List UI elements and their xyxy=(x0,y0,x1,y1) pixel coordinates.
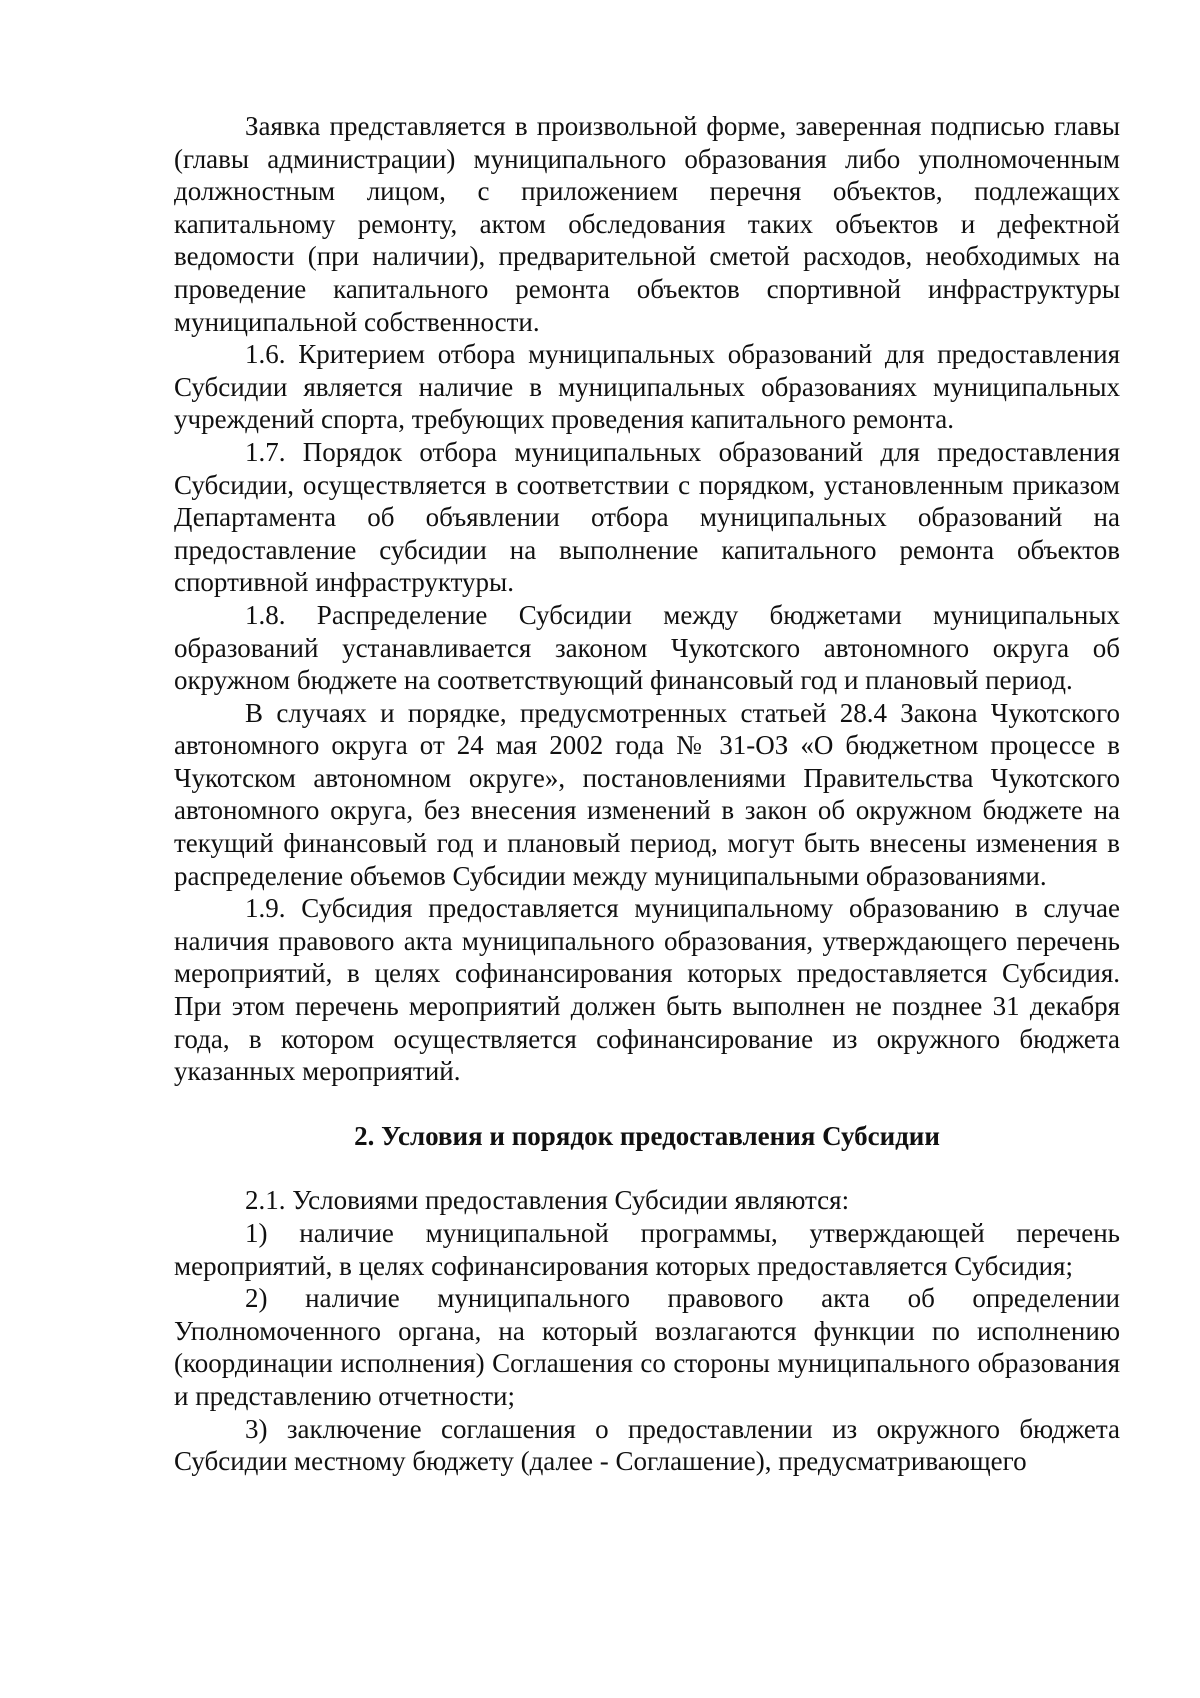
paragraph-2-1: 2.1. Условиями предоставления Субсидии являются: xyxy=(245,1185,850,1216)
list-item-3: 3) заключение соглашения о предоставлении из окружного бюджета Субсидии местному бюджету (далее - Соглашение), предусматривающего xyxy=(174,1413,1120,1477)
paragraph-distribution-changes: В случаях и порядке, предусмотренных статьей 28.4 Закона Чукотского автономного округа от 24 мая 2002 года № 31-ОЗ «О бюджетном процессе в Чукотском автономном округе», постановлениями Правительства Чукотского автономного округа, без внесения изменений в закон об окружном бюджете на текущий финансовый год и плановый период, могут быть внесены изменения в распределение объемов Субсидии между муниципальными образованиями. xyxy=(174,697,1120,891)
paragraph-1-6: 1.6. Критерием отбора муниципальных образований для предоставления Субсидии является наличие в муниципальных образованиях муниципальных учреждений спорта, требующих проведения капитального ремонта. xyxy=(174,339,1120,435)
paragraph-1-9: 1.9. Субсидия предоставляется муниципальному образованию в случае наличия правового акта муниципального образования, утверждающего перечень мероприятий, в целях софинансирования которых предоставляется Субсидия. При этом перечень мероприятий должен быть выполнен не позднее 31 декабря года, в котором осуществляется софинансирование из окружного бюджета указанных мероприятий. xyxy=(174,893,1120,1087)
paragraph-1-7: 1.7. Порядок отбора муниципальных образований для предоставления Субсидии, осуществляется в соответствии с порядком, установленным приказом Департамента об объявлении отбора муниципальных образований на предоставление субсидии на выполнение капитального ремонта объектов спортивной инфраструктуры. xyxy=(174,436,1120,598)
document-page xyxy=(174,110,1120,1478)
paragraph-1-8: 1.8. Распределение Субсидии между бюджетами муниципальных образований устанавливается законом Чукотского автономного округа об окружном бюджете на соответствующий финансовый год и плановый период. xyxy=(174,599,1120,696)
paragraph-application-form: Заявка представляется в произвольной форме, заверенная подписью главы (главы администрации) муниципального образования либо уполномоченным должностным лицом, с приложением перечня объектов, подлежащих капитальному ремонту, актом обследования таких объектов и дефектной ведомости (при наличии), предварительной сметой расходов, необходимых на проведение капитального ремонта объектов спортивной инфраструктуры муниципальной собственности. xyxy=(174,111,1120,337)
list-item-2: 2) наличие муниципального правового акта об определении Уполномоченного органа, на который возлагаются функции по исполнению (координации исполнения) Соглашения со стороны муниципального образования и представлению отчетности; xyxy=(174,1283,1120,1411)
list-item-1: 1) наличие муниципальной программы, утверждающей перечень мероприятий, в целях софинансирования которых предоставляется Субсидия; xyxy=(174,1218,1120,1281)
section-heading: 2. Условия и порядок предоставления Субсидии xyxy=(354,1120,940,1151)
